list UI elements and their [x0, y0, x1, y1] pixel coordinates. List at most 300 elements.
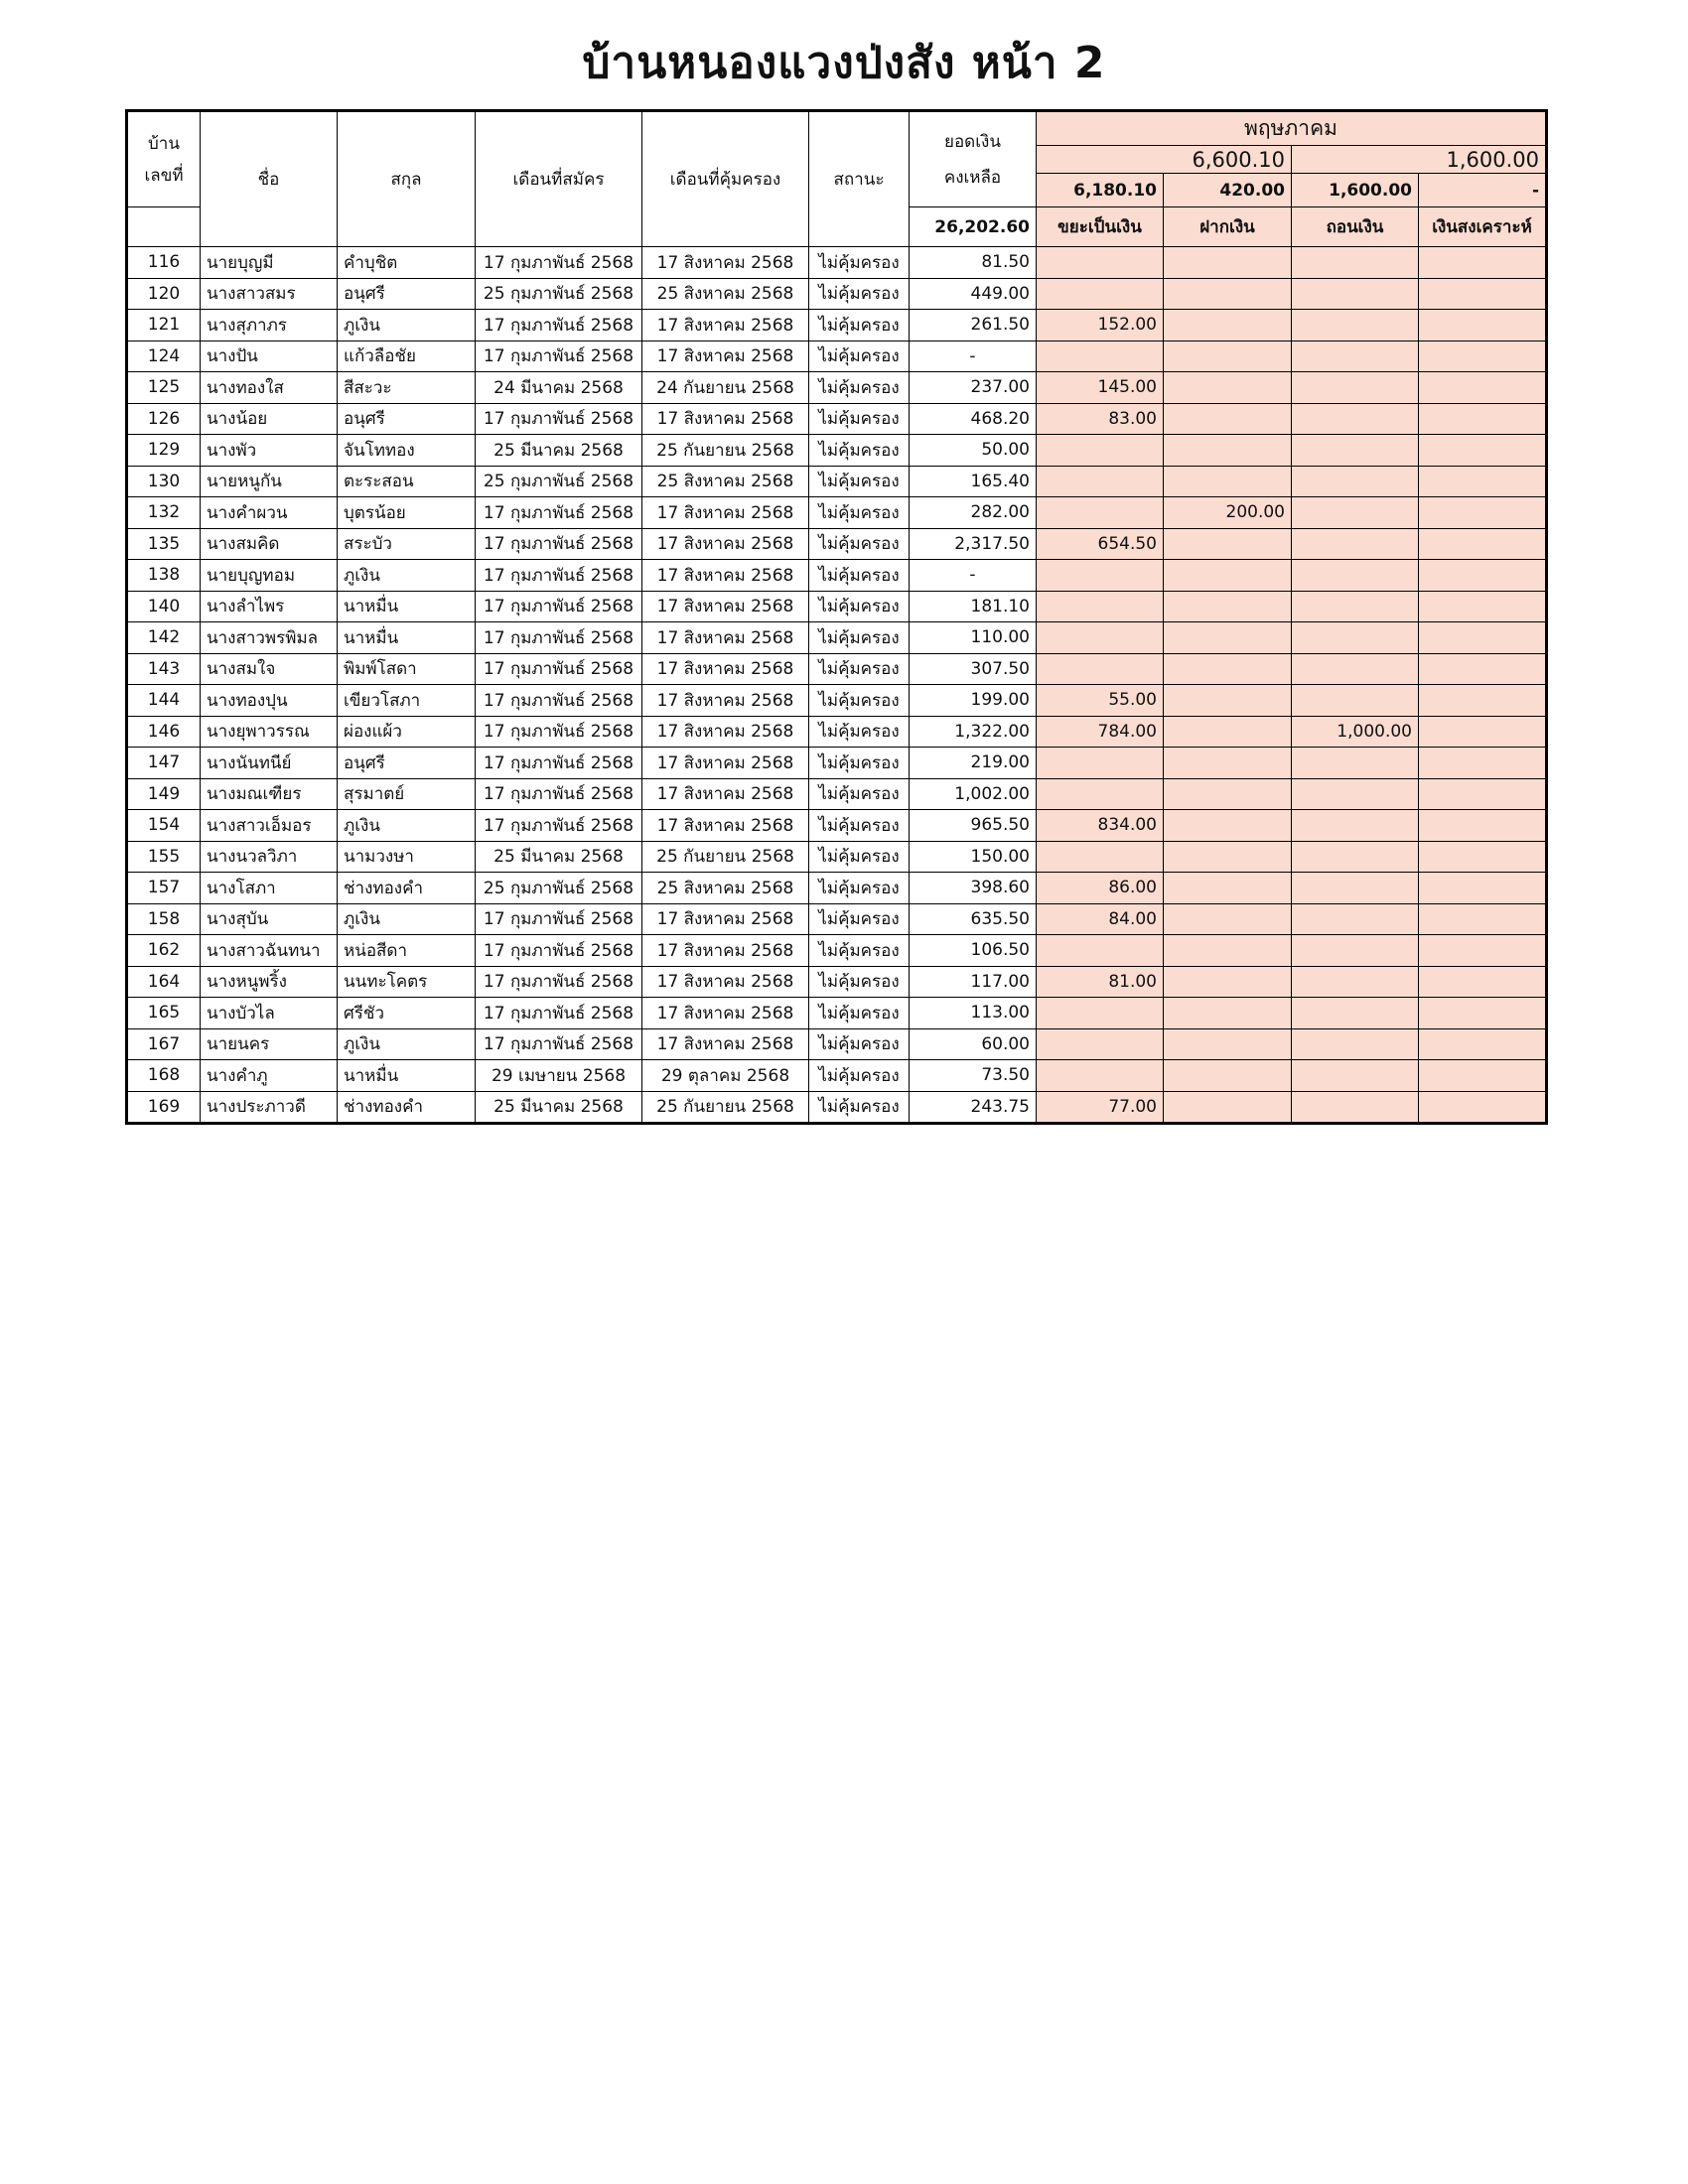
cell-house-no: 126 — [127, 403, 201, 435]
cell-waste: 654.50 — [1037, 528, 1164, 560]
header-month: พฤษภาคม — [1037, 111, 1547, 146]
table-row — [127, 810, 1547, 842]
cell-withdraw — [1292, 903, 1419, 935]
cell-protected: 25 กันยายน 2568 — [642, 1091, 809, 1124]
cell-withdraw — [1292, 310, 1419, 341]
cell-name: นางทองปุน — [201, 685, 338, 717]
cell-balance: 73.50 — [910, 1060, 1037, 1092]
cell-name: นางยุพาวรรณ — [201, 716, 338, 748]
cell-deposit — [1164, 435, 1292, 467]
cell-name: นายหนูกัน — [201, 466, 338, 497]
cell-balance: 261.50 — [910, 310, 1037, 341]
cell-surname: นนทะโคตร — [338, 966, 476, 998]
cell-status: ไม่คุ้มครอง — [809, 1091, 910, 1124]
table-row — [127, 841, 1547, 873]
cell-name: นางโสภา — [201, 873, 338, 904]
header-house-no-spacer — [127, 207, 201, 247]
cell-waste — [1037, 748, 1164, 779]
cell-withdraw — [1292, 873, 1419, 904]
cell-status: ไม่คุ้มครอง — [809, 998, 910, 1029]
cell-protected: 17 สิงหาคม 2568 — [642, 497, 809, 529]
header-deposit: ฝากเงิน — [1164, 207, 1292, 247]
cell-withdraw — [1292, 497, 1419, 529]
ledger-body — [127, 247, 1547, 1124]
cell-status: ไม่คุ้มครอง — [809, 778, 910, 810]
cell-welfare — [1419, 497, 1547, 529]
cell-withdraw — [1292, 1091, 1419, 1124]
cell-deposit — [1164, 716, 1292, 748]
cell-waste: 84.00 — [1037, 903, 1164, 935]
cell-withdraw — [1292, 528, 1419, 560]
cell-surname: ช่างทองคำ — [338, 873, 476, 904]
cell-house-no: 143 — [127, 653, 201, 685]
cell-welfare — [1419, 435, 1547, 467]
cell-welfare — [1419, 466, 1547, 497]
subtotal-welfare: - — [1419, 174, 1547, 207]
cell-surname: ภูเงิน — [338, 903, 476, 935]
cell-withdraw — [1292, 653, 1419, 685]
table-row — [127, 560, 1547, 592]
cell-deposit — [1164, 278, 1292, 310]
cell-protected: 25 สิงหาคม 2568 — [642, 466, 809, 497]
cell-registered: 17 กุมภาพันธ์ 2568 — [476, 591, 642, 622]
cell-house-no: 116 — [127, 247, 201, 279]
table-row — [127, 528, 1547, 560]
cell-welfare — [1419, 310, 1547, 341]
cell-house-no: 138 — [127, 560, 201, 592]
cell-registered: 17 กุมภาพันธ์ 2568 — [476, 716, 642, 748]
cell-waste — [1037, 466, 1164, 497]
header-balance — [910, 111, 1037, 207]
cell-deposit — [1164, 873, 1292, 904]
cell-protected: 25 กันยายน 2568 — [642, 841, 809, 873]
cell-deposit — [1164, 622, 1292, 654]
cell-registered: 17 กุมภาพันธ์ 2568 — [476, 778, 642, 810]
cell-welfare — [1419, 591, 1547, 622]
cell-waste — [1037, 560, 1164, 592]
cell-deposit — [1164, 591, 1292, 622]
cell-waste: 81.00 — [1037, 966, 1164, 998]
cell-welfare — [1419, 278, 1547, 310]
cell-withdraw — [1292, 998, 1419, 1029]
cell-status: ไม่คุ้มครอง — [809, 1028, 910, 1060]
cell-withdraw — [1292, 435, 1419, 467]
cell-surname: แก้วลือชัย — [338, 341, 476, 372]
subtotal-waste: 6,180.10 — [1037, 174, 1164, 207]
cell-balance: 181.10 — [910, 591, 1037, 622]
cell-name: นางลำไพร — [201, 591, 338, 622]
cell-status: ไม่คุ้มครอง — [809, 310, 910, 341]
cell-surname: นาหมื่น — [338, 622, 476, 654]
cell-registered: 29 เมษายน 2568 — [476, 1060, 642, 1092]
cell-balance: 243.75 — [910, 1091, 1037, 1124]
cell-waste: 152.00 — [1037, 310, 1164, 341]
cell-status: ไม่คุ้มครอง — [809, 497, 910, 529]
cell-surname: ภูเงิน — [338, 310, 476, 341]
cell-deposit — [1164, 372, 1292, 404]
cell-surname: หน่อสีดา — [338, 935, 476, 967]
header-house-no-label: บ้าน เลขที่ — [144, 133, 184, 186]
cell-registered: 17 กุมภาพันธ์ 2568 — [476, 1028, 642, 1060]
cell-waste: 834.00 — [1037, 810, 1164, 842]
cell-balance: 150.00 — [910, 841, 1037, 873]
cell-surname: ภูเงิน — [338, 810, 476, 842]
cell-withdraw — [1292, 841, 1419, 873]
table-row — [127, 966, 1547, 998]
cell-protected: 17 สิงหาคม 2568 — [642, 748, 809, 779]
cell-protected: 17 สิงหาคม 2568 — [642, 966, 809, 998]
table-row — [127, 372, 1547, 404]
cell-welfare — [1419, 966, 1547, 998]
cell-welfare — [1419, 560, 1547, 592]
cell-balance: 2,317.50 — [910, 528, 1037, 560]
cell-house-no: 164 — [127, 966, 201, 998]
table-row — [127, 935, 1547, 967]
cell-protected: 17 สิงหาคม 2568 — [642, 1028, 809, 1060]
cell-waste — [1037, 341, 1164, 372]
cell-protected: 17 สิงหาคม 2568 — [642, 685, 809, 717]
cell-house-no: 162 — [127, 935, 201, 967]
cell-surname: ผ่องแผ้ว — [338, 716, 476, 748]
cell-name: นายบุญทอม — [201, 560, 338, 592]
cell-name: นางสาวสมร — [201, 278, 338, 310]
cell-waste: 86.00 — [1037, 873, 1164, 904]
cell-welfare — [1419, 622, 1547, 654]
cell-balance: 1,322.00 — [910, 716, 1037, 748]
header-protected: เดือนที่คุ้มครอง — [642, 111, 809, 247]
cell-surname: อนุศรี — [338, 278, 476, 310]
cell-waste: 55.00 — [1037, 685, 1164, 717]
table-row — [127, 1028, 1547, 1060]
cell-withdraw — [1292, 466, 1419, 497]
cell-status: ไม่คุ้มครอง — [809, 341, 910, 372]
header-status: สถานะ — [809, 111, 910, 247]
cell-surname: จันโททอง — [338, 435, 476, 467]
table-row — [127, 247, 1547, 279]
cell-protected: 17 สิงหาคม 2568 — [642, 403, 809, 435]
cell-deposit — [1164, 1060, 1292, 1092]
cell-registered: 25 กุมภาพันธ์ 2568 — [476, 873, 642, 904]
cell-welfare — [1419, 1060, 1547, 1092]
cell-withdraw — [1292, 1060, 1419, 1092]
table-row — [127, 497, 1547, 529]
cell-house-no: 124 — [127, 341, 201, 372]
cell-welfare — [1419, 341, 1547, 372]
cell-house-no: 125 — [127, 372, 201, 404]
cell-protected: 17 สิงหาคม 2568 — [642, 935, 809, 967]
cell-registered: 17 กุมภาพันธ์ 2568 — [476, 653, 642, 685]
cell-deposit — [1164, 247, 1292, 279]
cell-balance: 110.00 — [910, 622, 1037, 654]
cell-house-no: 135 — [127, 528, 201, 560]
cell-registered: 17 กุมภาพันธ์ 2568 — [476, 903, 642, 935]
cell-registered: 17 กุมภาพันธ์ 2568 — [476, 403, 642, 435]
cell-welfare — [1419, 247, 1547, 279]
cell-withdraw — [1292, 278, 1419, 310]
cell-waste — [1037, 841, 1164, 873]
cell-withdraw — [1292, 372, 1419, 404]
cell-protected: 17 สิงหาคม 2568 — [642, 341, 809, 372]
header-balance-label: ยอดเงิน คงเหลือ — [943, 131, 1002, 188]
cell-name: นางพัว — [201, 435, 338, 467]
cell-deposit — [1164, 466, 1292, 497]
cell-house-no: 120 — [127, 278, 201, 310]
table-row — [127, 403, 1547, 435]
cell-welfare — [1419, 403, 1547, 435]
cell-waste: 77.00 — [1037, 1091, 1164, 1124]
cell-withdraw — [1292, 810, 1419, 842]
cell-withdraw — [1292, 935, 1419, 967]
header-waste: ขยะเป็นเงิน — [1037, 207, 1164, 247]
cell-welfare — [1419, 873, 1547, 904]
cell-protected: 17 สิงหาคม 2568 — [642, 622, 809, 654]
cell-protected: 17 สิงหาคม 2568 — [642, 653, 809, 685]
cell-balance: 468.20 — [910, 403, 1037, 435]
cell-name: นางทองใส — [201, 372, 338, 404]
header-surname: สกุล — [338, 111, 476, 247]
cell-protected: 17 สิงหาคม 2568 — [642, 810, 809, 842]
header-welfare: เงินสงเคราะห์ — [1419, 207, 1547, 247]
cell-balance: 117.00 — [910, 966, 1037, 998]
table-row — [127, 998, 1547, 1029]
cell-withdraw — [1292, 591, 1419, 622]
cell-withdraw — [1292, 685, 1419, 717]
cell-protected: 25 กันยายน 2568 — [642, 435, 809, 467]
cell-registered: 25 มีนาคม 2568 — [476, 435, 642, 467]
cell-status: ไม่คุ้มครอง — [809, 403, 910, 435]
cell-surname: นามวงษา — [338, 841, 476, 873]
cell-name: นางสุภาภร — [201, 310, 338, 341]
cell-protected: 17 สิงหาคม 2568 — [642, 591, 809, 622]
cell-deposit — [1164, 310, 1292, 341]
cell-withdraw — [1292, 622, 1419, 654]
cell-waste — [1037, 591, 1164, 622]
cell-balance: 113.00 — [910, 998, 1037, 1029]
cell-status: ไม่คุ้มครอง — [809, 716, 910, 748]
cell-surname: สีสะวะ — [338, 372, 476, 404]
cell-welfare — [1419, 935, 1547, 967]
cell-registered: 17 กุมภาพันธ์ 2568 — [476, 497, 642, 529]
cell-balance: 60.00 — [910, 1028, 1037, 1060]
table-row — [127, 1091, 1547, 1124]
cell-protected: 25 สิงหาคม 2568 — [642, 873, 809, 904]
table-row — [127, 653, 1547, 685]
cell-status: ไม่คุ้มครอง — [809, 560, 910, 592]
cell-status: ไม่คุ้มครอง — [809, 528, 910, 560]
cell-deposit — [1164, 778, 1292, 810]
cell-surname: พิมพ์โสดา — [338, 653, 476, 685]
cell-status: ไม่คุ้มครอง — [809, 685, 910, 717]
cell-name: นางบัวไล — [201, 998, 338, 1029]
cell-house-no: 142 — [127, 622, 201, 654]
cell-house-no: 130 — [127, 466, 201, 497]
balance-total: 26,202.60 — [910, 207, 1037, 247]
cell-withdraw — [1292, 560, 1419, 592]
cell-house-no: 155 — [127, 841, 201, 873]
cell-welfare — [1419, 1028, 1547, 1060]
cell-name: นางนวลวิภา — [201, 841, 338, 873]
table-row — [127, 591, 1547, 622]
cell-house-no: 147 — [127, 748, 201, 779]
cell-deposit — [1164, 841, 1292, 873]
cell-registered: 17 กุมภาพันธ์ 2568 — [476, 560, 642, 592]
cell-surname: อนุศรี — [338, 403, 476, 435]
cell-status: ไม่คุ้มครอง — [809, 903, 910, 935]
cell-waste — [1037, 778, 1164, 810]
cell-waste: 145.00 — [1037, 372, 1164, 404]
cell-surname: สระบัว — [338, 528, 476, 560]
header-registered: เดือนที่สมัคร — [476, 111, 642, 247]
cell-balance: 965.50 — [910, 810, 1037, 842]
cell-deposit — [1164, 653, 1292, 685]
cell-protected: 17 สิงหาคม 2568 — [642, 716, 809, 748]
cell-registered: 25 มีนาคม 2568 — [476, 841, 642, 873]
cell-welfare — [1419, 653, 1547, 685]
table-row — [127, 435, 1547, 467]
cell-protected: 17 สิงหาคม 2568 — [642, 310, 809, 341]
cell-house-no: 146 — [127, 716, 201, 748]
cell-name: นางคำภู — [201, 1060, 338, 1092]
cell-registered: 25 กุมภาพันธ์ 2568 — [476, 466, 642, 497]
cell-name: นางมณเฑียร — [201, 778, 338, 810]
cell-house-no: 129 — [127, 435, 201, 467]
cell-protected: 25 สิงหาคม 2568 — [642, 278, 809, 310]
cell-status: ไม่คุ้มครอง — [809, 622, 910, 654]
cell-withdraw — [1292, 247, 1419, 279]
cell-balance: 449.00 — [910, 278, 1037, 310]
cell-status: ไม่คุ้มครอง — [809, 466, 910, 497]
cell-balance: 199.00 — [910, 685, 1037, 717]
cell-protected: 17 สิงหาคม 2568 — [642, 903, 809, 935]
cell-registered: 17 กุมภาพันธ์ 2568 — [476, 966, 642, 998]
table-row — [127, 685, 1547, 717]
cell-status: ไม่คุ้มครอง — [809, 372, 910, 404]
cell-name: นางประภาวดี — [201, 1091, 338, 1124]
cell-deposit — [1164, 903, 1292, 935]
cell-withdraw — [1292, 966, 1419, 998]
cell-registered: 17 กุมภาพันธ์ 2568 — [476, 247, 642, 279]
cell-surname: สุรมาตย์ — [338, 778, 476, 810]
cell-registered: 24 มีนาคม 2568 — [476, 372, 642, 404]
cell-welfare — [1419, 903, 1547, 935]
cell-deposit — [1164, 560, 1292, 592]
cell-welfare — [1419, 810, 1547, 842]
header-name: ชื่อ — [201, 111, 338, 247]
cell-deposit — [1164, 966, 1292, 998]
cell-surname: ภูเงิน — [338, 1028, 476, 1060]
cell-deposit — [1164, 810, 1292, 842]
cell-balance: 165.40 — [910, 466, 1037, 497]
cell-withdraw — [1292, 341, 1419, 372]
cell-balance: 219.00 — [910, 748, 1037, 779]
cell-name: นางคำผวน — [201, 497, 338, 529]
cell-waste — [1037, 435, 1164, 467]
cell-house-no: 132 — [127, 497, 201, 529]
table-row — [127, 466, 1547, 497]
cell-deposit — [1164, 748, 1292, 779]
group-total-a: 6,600.10 — [1037, 146, 1292, 174]
cell-status: ไม่คุ้มครอง — [809, 1060, 910, 1092]
cell-protected: 29 ตุลาคม 2568 — [642, 1060, 809, 1092]
cell-house-no: 169 — [127, 1091, 201, 1124]
cell-surname: ช่างทองคำ — [338, 1091, 476, 1124]
cell-registered: 17 กุมภาพันธ์ 2568 — [476, 810, 642, 842]
cell-name: นางสาวเอ็มอร — [201, 810, 338, 842]
cell-name: นางสุบัน — [201, 903, 338, 935]
cell-registered: 17 กุมภาพันธ์ 2568 — [476, 310, 642, 341]
table-row — [127, 778, 1547, 810]
cell-waste — [1037, 998, 1164, 1029]
table-row — [127, 278, 1547, 310]
table-row — [127, 341, 1547, 372]
cell-surname: ตะระสอน — [338, 466, 476, 497]
page-title: บ้านหนองแวงป่งสัง หน้า 2 — [582, 38, 1106, 88]
cell-status: ไม่คุ้มครอง — [809, 841, 910, 873]
cell-name: นางสาวพรพิมล — [201, 622, 338, 654]
cell-waste: 784.00 — [1037, 716, 1164, 748]
cell-balance: 635.50 — [910, 903, 1037, 935]
cell-deposit — [1164, 1028, 1292, 1060]
cell-status: ไม่คุ้มครอง — [809, 247, 910, 279]
cell-name: นางหนูพริ้ง — [201, 966, 338, 998]
cell-name: นางปัน — [201, 341, 338, 372]
cell-protected: 17 สิงหาคม 2568 — [642, 560, 809, 592]
cell-status: ไม่คุ้มครอง — [809, 278, 910, 310]
subtotal-deposit: 420.00 — [1164, 174, 1292, 207]
cell-registered: 17 กุมภาพันธ์ 2568 — [476, 341, 642, 372]
cell-registered: 17 กุมภาพันธ์ 2568 — [476, 748, 642, 779]
cell-deposit — [1164, 341, 1292, 372]
cell-waste — [1037, 1060, 1164, 1092]
cell-status: ไม่คุ้มครอง — [809, 435, 910, 467]
cell-waste — [1037, 935, 1164, 967]
cell-waste — [1037, 653, 1164, 685]
header-withdraw: ถอนเงิน — [1292, 207, 1419, 247]
cell-name: นางน้อย — [201, 403, 338, 435]
cell-protected: 24 กันยายน 2568 — [642, 372, 809, 404]
cell-surname: นาหมื่น — [338, 591, 476, 622]
cell-deposit — [1164, 1091, 1292, 1124]
cell-status: ไม่คุ้มครอง — [809, 810, 910, 842]
cell-registered: 25 มีนาคม 2568 — [476, 1091, 642, 1124]
cell-deposit — [1164, 935, 1292, 967]
cell-registered: 17 กุมภาพันธ์ 2568 — [476, 528, 642, 560]
cell-protected: 17 สิงหาคม 2568 — [642, 998, 809, 1029]
cell-balance: 106.50 — [910, 935, 1037, 967]
cell-welfare — [1419, 528, 1547, 560]
cell-registered: 17 กุมภาพันธ์ 2568 — [476, 622, 642, 654]
cell-balance: 237.00 — [910, 372, 1037, 404]
table-row — [127, 748, 1547, 779]
cell-name: นางสาวฉันทนา — [201, 935, 338, 967]
cell-registered: 17 กุมภาพันธ์ 2568 — [476, 685, 642, 717]
cell-registered: 25 กุมภาพันธ์ 2568 — [476, 278, 642, 310]
cell-balance: - — [910, 341, 1037, 372]
cell-name: นางนันทนีย์ — [201, 748, 338, 779]
cell-registered: 17 กุมภาพันธ์ 2568 — [476, 935, 642, 967]
cell-surname: คำบุชิต — [338, 247, 476, 279]
subtotal-withdraw: 1,600.00 — [1292, 174, 1419, 207]
cell-welfare — [1419, 1091, 1547, 1124]
cell-protected: 17 สิงหาคม 2568 — [642, 247, 809, 279]
cell-surname: นาหมื่น — [338, 1060, 476, 1092]
cell-name: นางสมคิด — [201, 528, 338, 560]
cell-house-no: 157 — [127, 873, 201, 904]
cell-house-no: 149 — [127, 778, 201, 810]
cell-welfare — [1419, 372, 1547, 404]
cell-deposit: 200.00 — [1164, 497, 1292, 529]
cell-welfare — [1419, 841, 1547, 873]
